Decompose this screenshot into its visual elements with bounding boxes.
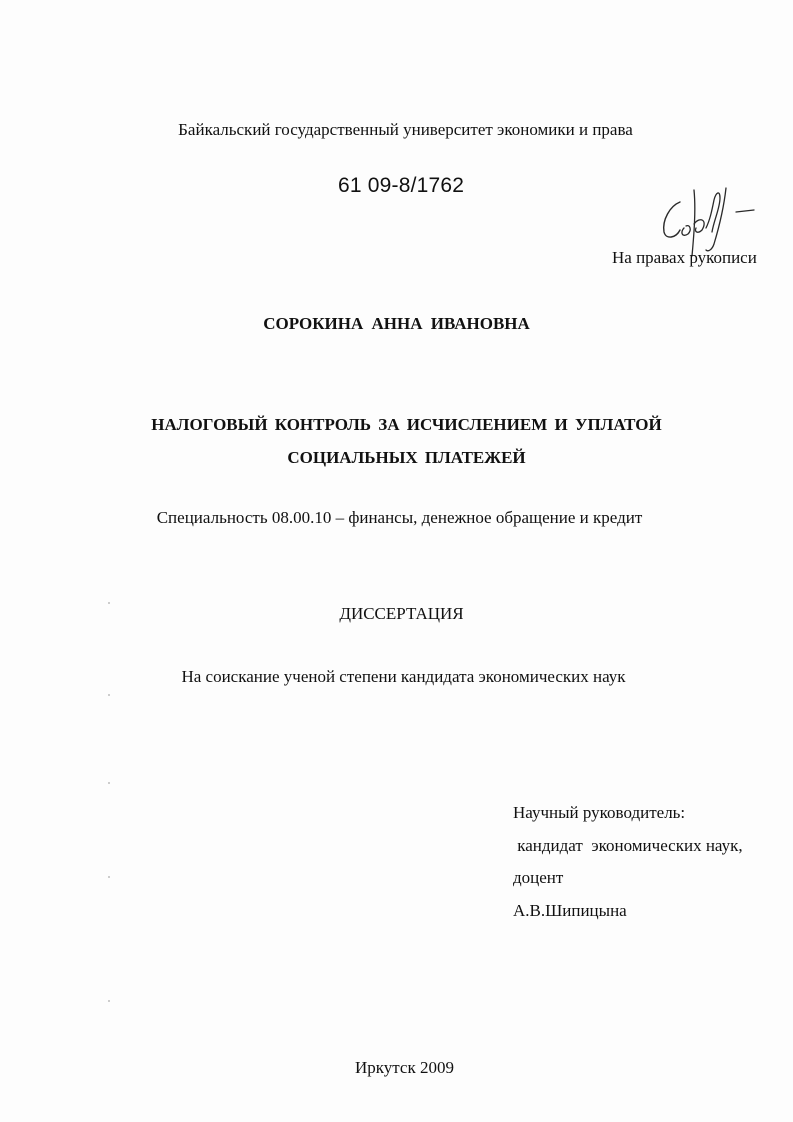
- document-type: ДИССЕРТАЦИЯ: [339, 604, 464, 623]
- title-line-1: НАЛОГОВЫЙ КОНТРОЛЬ ЗА ИСЧИСЛЕНИЕМ И УПЛАТОЙ: [151, 415, 662, 434]
- supervisor-position: доцент: [513, 868, 564, 887]
- scan-speck: [108, 694, 110, 696]
- author-name: СОРОКИНА АННА ИВАНОВНА: [263, 314, 530, 333]
- scan-speck: [108, 782, 110, 784]
- city-and-year: Иркутск 2009: [355, 1058, 454, 1077]
- specialty-line: Специальность 08.00.10 – финансы, денежное обращение и кредит: [156, 508, 643, 527]
- manuscript-rights-note: На правах рукописи: [612, 248, 757, 267]
- scan-speck: [108, 1000, 110, 1002]
- dissertation-title: [0, 408, 793, 474]
- scan-speck: [108, 876, 110, 878]
- university-name: Байкальский государственный университет экономики и права: [178, 120, 633, 139]
- supervisor-block: [513, 797, 743, 927]
- supervisor-label: Научный руководитель:: [513, 803, 686, 822]
- title-line-2: СОЦИАЛЬНЫХ ПЛАТЕЖЕЙ: [287, 448, 526, 467]
- scan-speck: [108, 602, 110, 604]
- registration-number: 61 09-8/1762: [338, 174, 465, 197]
- supervisor-degree: кандидат экономических наук,: [513, 835, 743, 855]
- supervisor-name: А.В.Шипицына: [513, 900, 627, 920]
- degree-sought: На соискание ученой степени кандидата экономических наук: [181, 667, 626, 686]
